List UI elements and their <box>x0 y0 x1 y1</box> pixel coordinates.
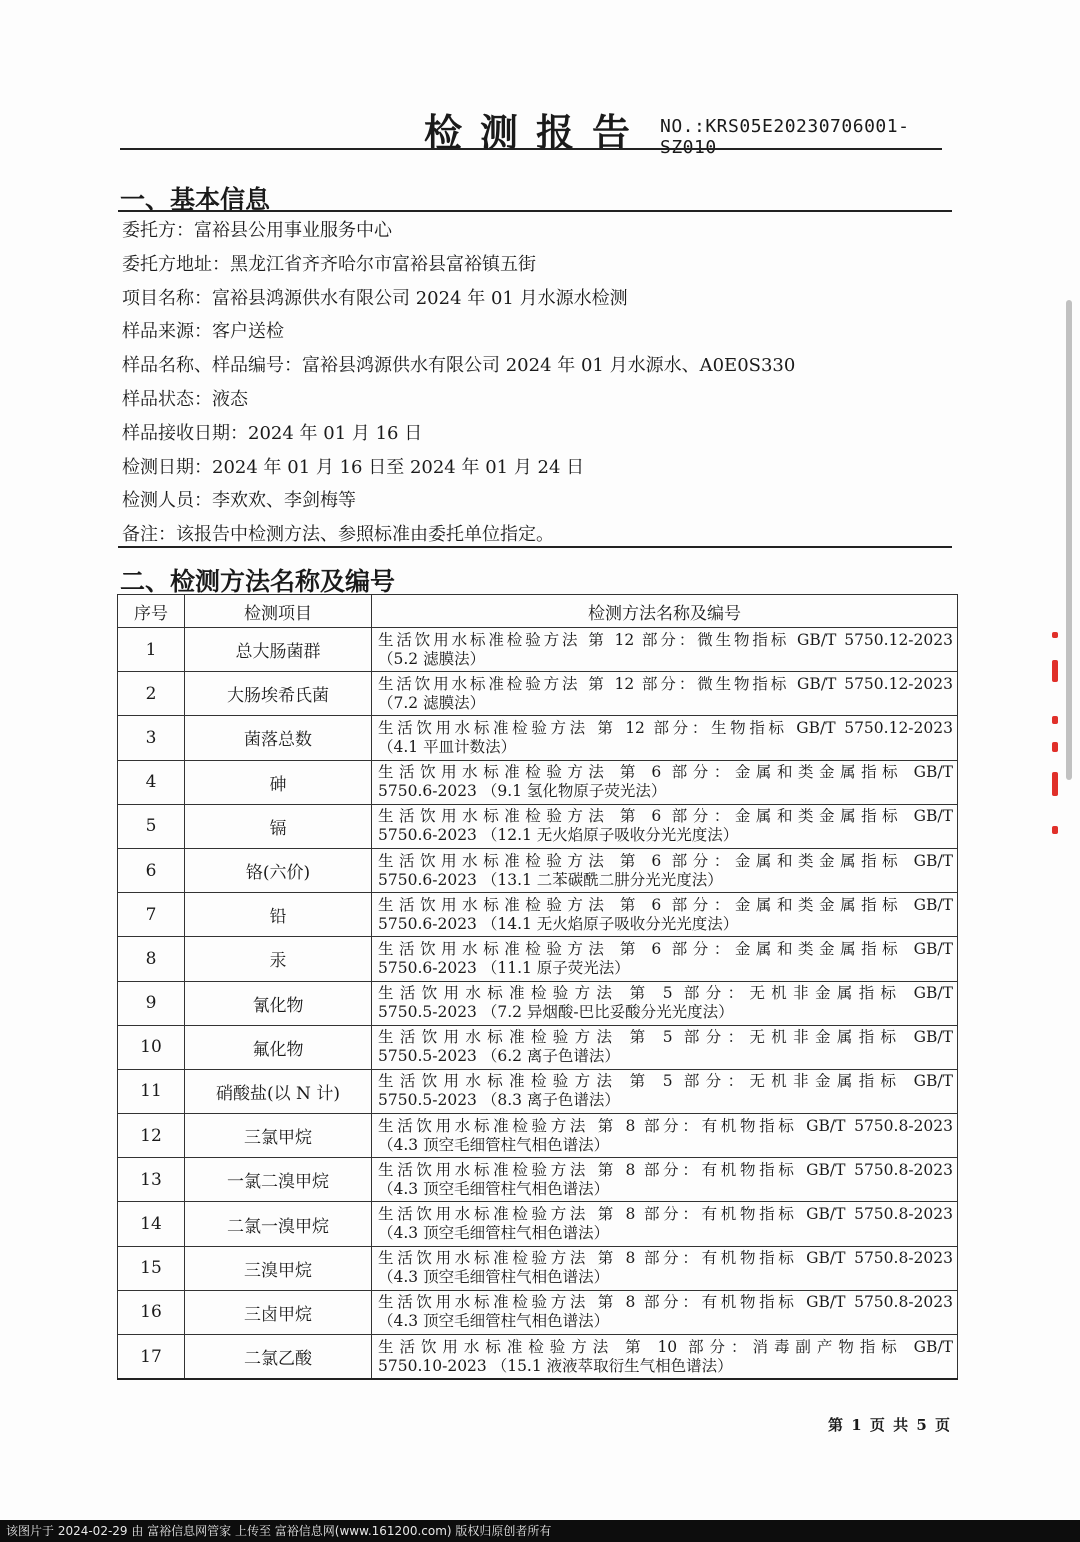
section-methods-top-divider <box>118 546 952 548</box>
report-title: 检测报告 <box>424 110 649 155</box>
info-sample-state: 样品状态：液态 <box>122 388 248 410</box>
red-stamp-mark <box>1052 660 1058 682</box>
table-row <box>118 937 958 981</box>
cell-item: 砷 <box>185 760 372 804</box>
cell-no: 15 <box>118 1246 185 1290</box>
basic-info-list <box>122 214 952 552</box>
table-row <box>118 981 958 1025</box>
cell-item: 铅 <box>185 893 372 937</box>
info-project-name: 项目名称：富裕县鸿源供水有限公司 2024 年 01 月水源水检测 <box>122 287 628 309</box>
title-divider <box>120 148 942 150</box>
table-row <box>118 804 958 848</box>
red-stamp-mark <box>1052 772 1058 796</box>
method-line-2: 5750.6-2023 （13.1 二苯碳酰二肼分光光度法） <box>378 870 723 889</box>
method-line-2: 5750.6-2023 （11.1 原子荧光法） <box>378 958 630 977</box>
cell-method <box>372 1202 958 1246</box>
table-row <box>118 1246 958 1290</box>
cell-method <box>372 1335 958 1380</box>
cell-item: 汞 <box>185 937 372 981</box>
table-row <box>118 1069 958 1113</box>
method-line-2: （4.3 顶空毛细管柱气相色谱法） <box>378 1312 610 1331</box>
table-row <box>118 760 958 804</box>
cell-method <box>372 1158 958 1202</box>
cell-method <box>372 848 958 892</box>
info-sample-name: 样品名称、样品编号：富裕县鸿源供水有限公司 2024 年 01 月水源水、A0E0S330 <box>122 355 796 377</box>
method-line-2: （4.1 平皿计数法） <box>378 737 517 756</box>
table-row <box>118 716 958 760</box>
cell-method <box>372 760 958 804</box>
cell-no: 8 <box>118 937 185 981</box>
cell-item: 三卤甲烷 <box>185 1290 372 1334</box>
method-line-1: 生活饮用水标准检验方法 第 8 部分：有机物指标 GB/T 5750.8-2023 <box>378 1293 953 1312</box>
table-row <box>118 893 958 937</box>
method-line-1: 生活饮用水标准检验方法 第 8 部分：有机物指标 GB/T 5750.8-2023 <box>378 1249 953 1268</box>
cell-method <box>372 1114 958 1158</box>
cell-item: 镉 <box>185 804 372 848</box>
method-line-1: 生活饮用水标准检验方法 第 5 部分：无机非金属指标 GB/T <box>378 1028 953 1047</box>
section-basic-info-heading: 一、基本信息 <box>120 185 271 214</box>
table-row <box>118 628 958 672</box>
method-line-1: 生活饮用水标准检验方法 第 8 部分：有机物指标 GB/T 5750.8-2023 <box>378 1160 953 1179</box>
cell-item: 大肠埃希氏菌 <box>185 672 372 716</box>
method-line-1: 生活饮用水标准检验方法 第 5 部分：无机非金属指标 GB/T <box>378 984 953 1003</box>
section-methods-heading: 二、检测方法名称及编号 <box>120 567 396 596</box>
page-number: 第 1 页 共 5 页 <box>828 1416 950 1434</box>
method-line-2: 5750.5-2023 （6.2 离子色谱法） <box>378 1047 620 1066</box>
info-test-date: 检测日期：2024 年 01 月 16 日至 2024 年 01 月 24 日 <box>122 456 585 478</box>
table-row <box>118 1114 958 1158</box>
info-testers: 检测人员：李欢欢、李剑梅等 <box>122 490 356 512</box>
table-header-row <box>118 595 958 628</box>
method-line-1: 生活饮用水标准检验方法 第 8 部分：有机物指标 GB/T 5750.8-2023 <box>378 1116 953 1135</box>
method-line-2: 5750.10-2023 （15.1 液液萃取衍生气相色谱法） <box>378 1356 733 1375</box>
table-row <box>118 1290 958 1334</box>
scrollbar[interactable] <box>1066 300 1072 780</box>
cell-item: 总大肠菌群 <box>185 628 372 672</box>
red-stamp-mark <box>1052 742 1058 752</box>
method-line-2: 5750.6-2023 （12.1 无火焰原子吸收分光光度法） <box>378 826 739 845</box>
table-row <box>118 1025 958 1069</box>
method-line-1: 生活饮用水标准检验方法 第 6 部分：金属和类金属指标 GB/T <box>378 807 953 826</box>
method-line-1: 生活饮用水标准检验方法 第 8 部分：有机物指标 GB/T 5750.8-2023 <box>378 1205 953 1224</box>
red-stamp-mark <box>1052 716 1058 724</box>
cell-method <box>372 893 958 937</box>
method-line-1: 生活饮用水标准检验方法 第 12 部分：生物指标 GB/T 5750.12-2023 <box>378 718 953 737</box>
cell-no: 2 <box>118 672 185 716</box>
method-line-1: 生活饮用水标准检验方法 第 6 部分：金属和类金属指标 GB/T <box>378 939 953 958</box>
cell-item: 菌落总数 <box>185 716 372 760</box>
method-line-2: （4.3 顶空毛细管柱气相色谱法） <box>378 1179 610 1198</box>
cell-item: 二氯乙酸 <box>185 1335 372 1380</box>
methods-table <box>117 594 958 1380</box>
cell-no: 3 <box>118 716 185 760</box>
method-line-2: 5750.6-2023 （14.1 无火焰原子吸收分光光度法） <box>378 914 739 933</box>
cell-method <box>372 804 958 848</box>
cell-item: 三溴甲烷 <box>185 1246 372 1290</box>
table-row <box>118 848 958 892</box>
method-line-2: 5750.5-2023 （7.2 异烟酸-巴比妥酸分光光度法） <box>378 1003 734 1022</box>
column-header-no: 序号 <box>118 595 185 628</box>
cell-no: 9 <box>118 981 185 1025</box>
cell-no: 5 <box>118 804 185 848</box>
table-row <box>118 672 958 716</box>
method-line-1: 生活饮用水标准检验方法 第 5 部分：无机非金属指标 GB/T <box>378 1072 953 1091</box>
method-line-1: 生活饮用水标准检验方法 第 12 部分：微生物指标 GB/T 5750.12-2023 <box>378 674 953 693</box>
method-line-1: 生活饮用水标准检验方法 第 6 部分：金属和类金属指标 GB/T <box>378 851 953 870</box>
cell-method <box>372 1290 958 1334</box>
cell-no: 13 <box>118 1158 185 1202</box>
cell-no: 17 <box>118 1335 185 1380</box>
cell-item: 硝酸盐(以 N 计) <box>185 1069 372 1113</box>
watermark-bar: 该图片于 2024-02-29 由 富裕信息网管家 上传至 富裕信息网(www.161200.com) 版权归原创者所有 <box>0 1520 1080 1542</box>
cell-item: 氟化物 <box>185 1025 372 1069</box>
cell-item: 二氯一溴甲烷 <box>185 1202 372 1246</box>
cell-no: 10 <box>118 1025 185 1069</box>
cell-no: 1 <box>118 628 185 672</box>
info-sample-source: 样品来源：客户送检 <box>122 321 284 343</box>
method-line-2: 5750.5-2023 （8.3 离子色谱法） <box>378 1091 620 1110</box>
method-line-1: 生活饮用水标准检验方法 第 6 部分：金属和类金属指标 GB/T <box>378 895 953 914</box>
method-line-2: （4.3 顶空毛细管柱气相色谱法） <box>378 1135 610 1154</box>
cell-no: 14 <box>118 1202 185 1246</box>
cell-method <box>372 716 958 760</box>
table-row <box>118 1202 958 1246</box>
cell-item: 三氯甲烷 <box>185 1114 372 1158</box>
method-line-1: 生活饮用水标准检验方法 第 10 部分：消毒副产物指标 GB/T <box>378 1337 953 1356</box>
method-line-2: （4.3 顶空毛细管柱气相色谱法） <box>378 1268 610 1287</box>
cell-method <box>372 1246 958 1290</box>
cell-no: 6 <box>118 848 185 892</box>
cell-method <box>372 672 958 716</box>
info-receive-date: 样品接收日期：2024 年 01 月 16 日 <box>122 422 423 444</box>
section-basic-info-divider <box>118 210 952 212</box>
cell-item: 一氯二溴甲烷 <box>185 1158 372 1202</box>
cell-item: 铬(六价) <box>185 848 372 892</box>
method-line-1: 生活饮用水标准检验方法 第 12 部分：微生物指标 GB/T 5750.12-2023 <box>378 630 953 649</box>
method-line-1: 生活饮用水标准检验方法 第 6 部分：金属和类金属指标 GB/T <box>378 763 953 782</box>
column-header-item: 检测项目 <box>185 595 372 628</box>
method-line-2: （4.3 顶空毛细管柱气相色谱法） <box>378 1224 610 1243</box>
cell-method <box>372 937 958 981</box>
report-number: NO.:KRS05E20230706001-SZ010 <box>660 116 910 158</box>
method-line-2: （5.2 滤膜法） <box>378 649 486 668</box>
cell-method <box>372 1025 958 1069</box>
cell-no: 4 <box>118 760 185 804</box>
cell-method <box>372 981 958 1025</box>
red-stamp-mark <box>1052 826 1058 834</box>
cell-item: 氰化物 <box>185 981 372 1025</box>
table-row <box>118 1158 958 1202</box>
report-header <box>120 96 942 158</box>
cell-no: 7 <box>118 893 185 937</box>
cell-method <box>372 1069 958 1113</box>
red-stamp-mark <box>1052 632 1058 638</box>
cell-no: 16 <box>118 1290 185 1334</box>
method-line-2: 5750.6-2023 （9.1 氢化物原子荧光法） <box>378 782 667 801</box>
method-line-2: （7.2 滤膜法） <box>378 693 486 712</box>
cell-no: 12 <box>118 1114 185 1158</box>
cell-method <box>372 628 958 672</box>
info-remark: 备注：该报告中检测方法、参照标准由委托单位指定。 <box>122 524 554 546</box>
column-header-method: 检测方法名称及编号 <box>372 595 958 628</box>
cell-no: 11 <box>118 1069 185 1113</box>
table-row <box>118 1335 958 1380</box>
info-client-address: 委托方地址：黑龙江省齐齐哈尔市富裕县富裕镇五街 <box>122 253 536 275</box>
info-client: 委托方：富裕县公用事业服务中心 <box>122 220 392 241</box>
